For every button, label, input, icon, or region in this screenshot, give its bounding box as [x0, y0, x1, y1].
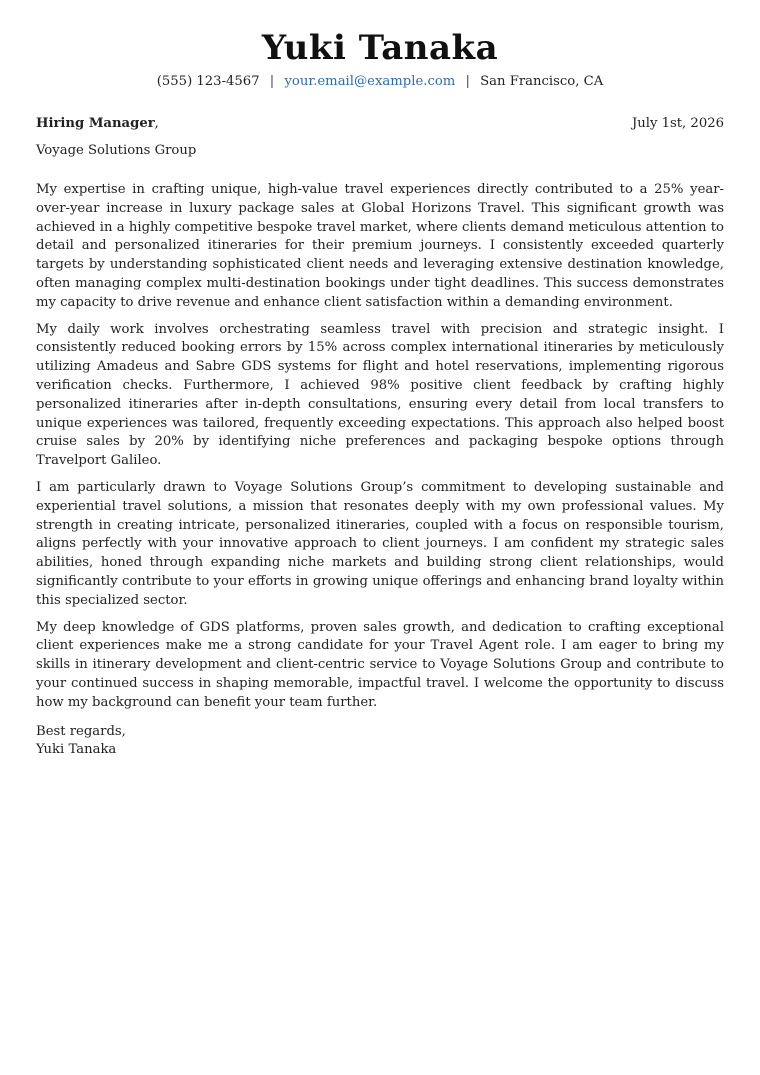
- recipient-row: [36, 115, 724, 133]
- location: San Francisco, CA: [480, 74, 604, 89]
- signature-name: Yuki Tanaka: [36, 742, 117, 758]
- email-link[interactable]: your.email@example.com: [284, 74, 456, 89]
- letter-closing: [36, 723, 724, 761]
- letter-date: July 1st, 2026: [631, 116, 724, 131]
- contact-separator: |: [465, 74, 470, 89]
- recipient-greeting: [36, 115, 159, 133]
- body-paragraph: I am particularly drawn to Voyage Solutions Group’s commitment to developing sustainable and experiential travel solutions, a mission that resonates deeply with my own professional values. My strength in creating intricate, personalized itineraries, coupled with a focus on responsible tourism, aligns perfectly with your innovative approach to client journeys. I am confident my strategic sales abilities, honed through expanding niche markets and building strong client relationships, would significantly contribute to your efforts in growing unique offerings and enhancing brand loyalty within this specialized sector.: [36, 479, 724, 608]
- contact-line: [36, 73, 724, 91]
- recipient-company: Voyage Solutions Group: [36, 143, 197, 158]
- closing-salutation: Best regards,: [36, 723, 126, 739]
- recipient-label-suffix: ,: [154, 116, 159, 131]
- body-paragraph: My daily work involves orchestrating seamless travel with precision and strategic insight. I consistently reduced booking errors by 15% across complex international itineraries by meticulously utilizing Amadeus and Sabre GDS systems for flight and hotel reservations, implementing rigorous verification checks. Furthermore, I achieved 98% positive client feedback by crafting highly personalized itineraries after in-depth consultations, ensuring every detail from local transfers to unique experiences was tailored, frequently exceeding expectations. This approach also helped boost cruise sales by 20% by identifying niche preferences and packaging bespoke options through Travelport Galileo.: [36, 321, 724, 469]
- body-paragraph: My expertise in crafting unique, high-value travel experiences directly contributed to a 25% year-over-year increase in luxury package sales at Global Horizons Travel. This significant growth was achieved in a highly competitive bespoke travel market, where clients demand meticulous attention to detail and personalized itineraries for their premium journeys. I consistently exceeded quarterly targets by understanding sophisticated client needs and leveraging extensive destination knowledge, often managing complex multi-destination bookings under tight deadlines. This success demonstrates my capacity to drive revenue and enhance client satisfaction within a demanding environment.: [36, 182, 724, 310]
- contact-separator: |: [269, 74, 275, 89]
- phone-number: (555) 123-4567: [156, 74, 260, 89]
- applicant-name: Yuki Tanaka: [261, 28, 499, 68]
- recipient-label: Hiring Manager: [36, 116, 155, 131]
- body-paragraph: My deep knowledge of GDS platforms, proven sales growth, and dedication to crafting exceptional client experiences make me a strong candidate for your Travel Agent role. I am eager to bring my skills in itinerary development and client-centric service to Voyage Solutions Group and contribute to your continued success in shaping memorable, impactful travel. I welcome the opportunity to discuss how my background can benefit your team further.: [36, 619, 724, 710]
- letter-body: [36, 181, 724, 713]
